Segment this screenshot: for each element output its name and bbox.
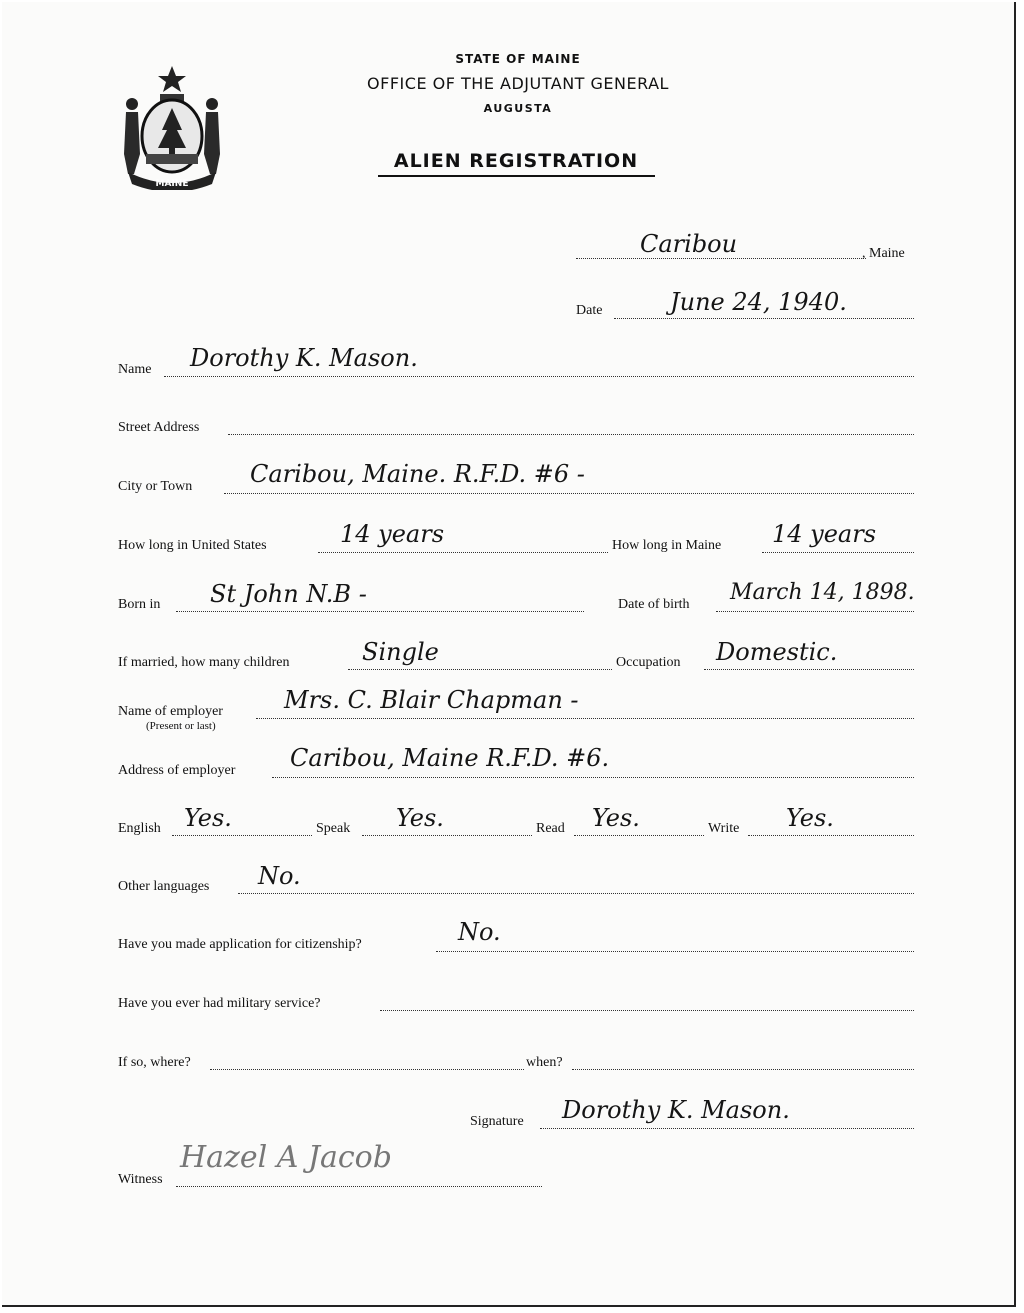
write-value: Yes. bbox=[786, 804, 834, 832]
how-long-maine-value: 14 years bbox=[772, 520, 877, 548]
citizenship-label: Have you made application for citizenship? bbox=[118, 937, 362, 952]
occupation-value: Domestic. bbox=[716, 638, 838, 666]
citizenship-value: No. bbox=[458, 918, 501, 946]
how-long-us-value: 14 years bbox=[340, 520, 445, 548]
employer-name-label: Name of employer bbox=[118, 704, 223, 719]
where-line bbox=[210, 1069, 524, 1070]
english-line bbox=[172, 835, 312, 836]
born-in-label: Born in bbox=[118, 597, 161, 612]
speak-line bbox=[362, 835, 532, 836]
name-value: Dorothy K. Mason. bbox=[190, 344, 418, 372]
date-of-birth-line bbox=[716, 611, 914, 612]
maine-suffix-label: , Maine bbox=[862, 246, 905, 261]
date-line bbox=[614, 318, 914, 319]
how-long-us-line bbox=[318, 552, 608, 553]
witness-value: Hazel A Jacob bbox=[180, 1140, 392, 1175]
military-line bbox=[380, 1010, 914, 1011]
employer-address-value: Caribou, Maine R.F.D. #6. bbox=[290, 744, 610, 772]
name-label: Name bbox=[118, 362, 152, 377]
children-line bbox=[348, 669, 612, 670]
children-value: Single bbox=[362, 638, 439, 666]
read-label: Read bbox=[536, 821, 565, 836]
street-label: Street Address bbox=[118, 420, 200, 435]
employer-note: (Present or last) bbox=[146, 720, 216, 732]
where-label: If so, where? bbox=[118, 1055, 191, 1070]
place-line bbox=[576, 258, 866, 259]
employer-name-line bbox=[256, 718, 914, 719]
header-city: AUGUSTA bbox=[483, 102, 553, 115]
write-label: Write bbox=[708, 821, 740, 836]
city-line bbox=[224, 493, 914, 494]
english-label: English bbox=[118, 821, 161, 836]
english-value: Yes. bbox=[184, 804, 232, 832]
street-line bbox=[228, 434, 914, 435]
header-office: OFFICE OF THE ADJUTANT GENERAL bbox=[367, 74, 669, 93]
how-long-maine-label: How long in Maine bbox=[612, 538, 722, 553]
date-of-birth-label: Date of birth bbox=[618, 597, 690, 612]
other-languages-value: No. bbox=[258, 862, 301, 890]
header-state: STATE OF MAINE bbox=[455, 52, 581, 66]
how-long-us-label: How long in United States bbox=[118, 538, 267, 553]
children-label: If married, how many children bbox=[118, 655, 290, 670]
svg-text:MAINE: MAINE bbox=[155, 179, 189, 189]
employer-address-label: Address of employer bbox=[118, 763, 236, 778]
read-line bbox=[574, 835, 704, 836]
other-languages-line bbox=[238, 893, 914, 894]
occupation-label: Occupation bbox=[616, 655, 681, 670]
read-value: Yes. bbox=[592, 804, 640, 832]
place-value: Caribou bbox=[640, 230, 738, 258]
employer-name-value: Mrs. C. Blair Chapman - bbox=[284, 686, 579, 714]
citizenship-line bbox=[436, 951, 914, 952]
date-of-birth-value: March 14, 1898. bbox=[730, 580, 915, 605]
how-long-maine-line bbox=[762, 552, 914, 553]
when-line bbox=[572, 1069, 914, 1070]
witness-label: Witness bbox=[118, 1172, 163, 1187]
born-in-line bbox=[176, 611, 584, 612]
title-underline bbox=[378, 175, 655, 177]
signature-label: Signature bbox=[470, 1114, 524, 1129]
write-line bbox=[748, 835, 914, 836]
speak-label: Speak bbox=[316, 821, 351, 836]
date-value: June 24, 1940. bbox=[670, 288, 847, 316]
occupation-line bbox=[704, 669, 914, 670]
signature-line bbox=[540, 1128, 914, 1129]
signature-value: Dorothy K. Mason. bbox=[562, 1096, 790, 1124]
name-line bbox=[164, 376, 914, 377]
city-value: Caribou, Maine. R.F.D. #6 - bbox=[250, 460, 585, 488]
city-label: City or Town bbox=[118, 479, 193, 494]
military-label: Have you ever had military service? bbox=[118, 996, 321, 1011]
employer-address-line bbox=[272, 777, 914, 778]
born-in-value: St John N.B - bbox=[210, 580, 367, 608]
speak-value: Yes. bbox=[396, 804, 444, 832]
date-label: Date bbox=[576, 303, 603, 318]
when-label: when? bbox=[526, 1055, 563, 1070]
form-title: ALIEN REGISTRATION bbox=[393, 150, 639, 172]
other-languages-label: Other languages bbox=[118, 879, 210, 894]
witness-line bbox=[176, 1186, 542, 1187]
